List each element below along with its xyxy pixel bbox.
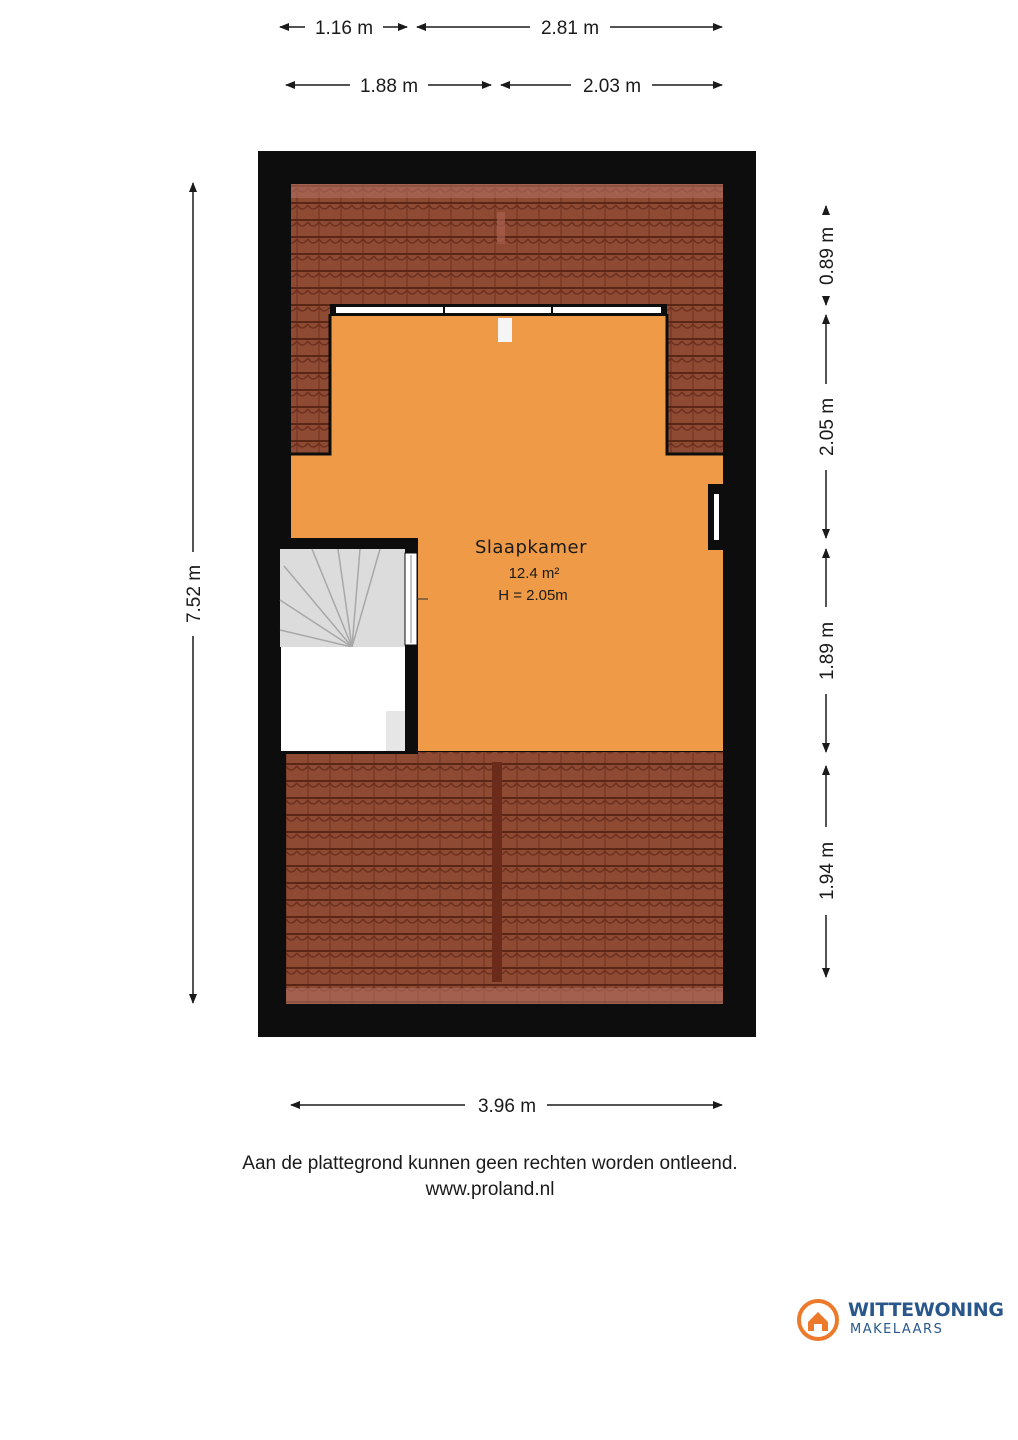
dim-label: 7.52 m	[184, 564, 205, 624]
side-window-glass	[714, 494, 719, 540]
radiator	[498, 318, 512, 342]
roof-ridge	[492, 762, 502, 982]
company-logo	[796, 1298, 1006, 1342]
dim-label: 2.81 m	[540, 18, 600, 39]
dim-label: 1.88 m	[359, 76, 419, 97]
dim-label: 2.03 m	[582, 76, 642, 97]
logo-subtitle: MAKELAARS	[850, 1322, 944, 1337]
roof-bottom-left	[286, 752, 498, 1004]
window-glass	[336, 307, 661, 313]
dim-label: 3.96 m	[477, 1096, 537, 1117]
roof-bottom-right	[498, 752, 723, 1004]
dim-label: 1.94 m	[817, 841, 838, 901]
room-name: Slaapkamer	[474, 537, 588, 558]
dimension-top-2	[286, 76, 722, 97]
landing-cabinet	[386, 711, 405, 751]
roof-vent	[497, 212, 505, 244]
dim-label: 1.89 m	[817, 621, 838, 681]
house-icon	[796, 1298, 842, 1344]
disclaimer-text: Aan de plattegrond kunnen geen rechten worden ontleend.	[242, 1153, 738, 1174]
staircase	[280, 549, 405, 647]
roof-edge-bottom	[286, 988, 723, 1004]
roof-edge-top	[291, 184, 723, 198]
dimension-top-1	[280, 18, 722, 39]
dimension-right	[817, 206, 838, 977]
logo-name: WITTEWONING	[848, 1299, 1004, 1321]
room-area: 12.4 m²	[508, 565, 560, 582]
dim-label: 0.89 m	[817, 226, 838, 286]
dimension-bottom	[291, 1096, 722, 1117]
dimension-left	[184, 183, 205, 1003]
source-url: www.proland.nl	[425, 1179, 555, 1200]
dim-label: 2.05 m	[817, 397, 838, 457]
dim-label: 1.16 m	[314, 18, 374, 39]
room-height: H = 2.05m	[498, 587, 568, 604]
